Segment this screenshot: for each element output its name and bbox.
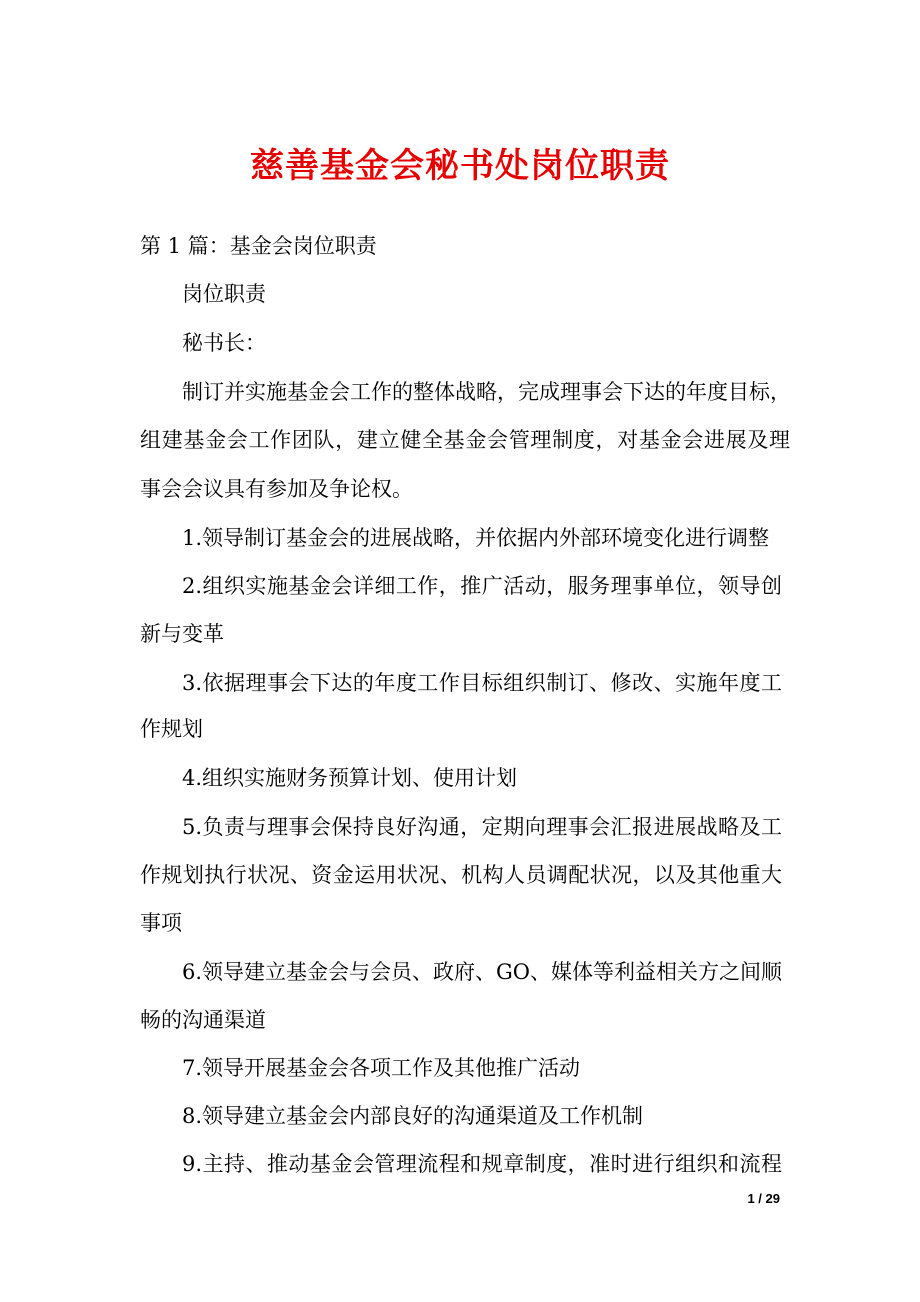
list-item-continuation: 畅的沟通渠道 bbox=[140, 1008, 266, 1032]
document-title: 慈善基金会秘书处岗位职责 bbox=[250, 146, 670, 186]
paragraph-line: 事会会议具有参加及争论权。 bbox=[140, 477, 413, 501]
list-item: 2.组织实施基金会详细工作，推广活动，服务理事单位，领导创 bbox=[182, 574, 782, 598]
list-item: 7.领导开展基金会各项工作及其他推广活动 bbox=[182, 1056, 581, 1080]
subheading-secretary-general: 秘书长： bbox=[182, 331, 266, 355]
page-number: 1 / 29 bbox=[747, 1191, 780, 1206]
paragraph-line: 组建基金会工作团队，建立健全基金会管理制度，对基金会进展及理 bbox=[140, 428, 790, 452]
list-item-continuation: 新与变革 bbox=[140, 622, 224, 646]
list-item: 8.领导建立基金会内部良好的沟通渠道及工作机制 bbox=[182, 1104, 644, 1128]
list-item: 6.领导建立基金会与会员、政府、GO、媒体等利益相关方之间顺 bbox=[182, 960, 783, 984]
list-item: 4.组织实施财务预算计划、使用计划 bbox=[182, 766, 518, 790]
list-item-continuation: 作规划 bbox=[140, 717, 203, 741]
list-item-continuation: 作规划执行状况、资金运用状况、机构人员调配状况，以及其他重大 bbox=[140, 863, 782, 887]
list-item: 5.负责与理事会保持良好沟通，定期向理事会汇报进展战略及工 bbox=[182, 815, 782, 839]
list-item: 9.主持、推动基金会管理流程和规章制度，准时进行组织和流程 bbox=[182, 1152, 782, 1176]
list-item-continuation: 事项 bbox=[140, 911, 182, 935]
paragraph-line: 制订并实施基金会工作的整体战略，完成理事会下达的年度目标， bbox=[182, 380, 791, 404]
subheading-duties: 岗位职责 bbox=[182, 282, 266, 306]
section-heading: 第 1 篇：基金会岗位职责 bbox=[140, 234, 377, 258]
list-item: 1.领导制订基金会的进展战略，并依据内外部环境变化进行调整 bbox=[182, 526, 770, 550]
list-item: 3.依据理事会下达的年度工作目标组织制订、修改、实施年度工 bbox=[182, 671, 782, 695]
